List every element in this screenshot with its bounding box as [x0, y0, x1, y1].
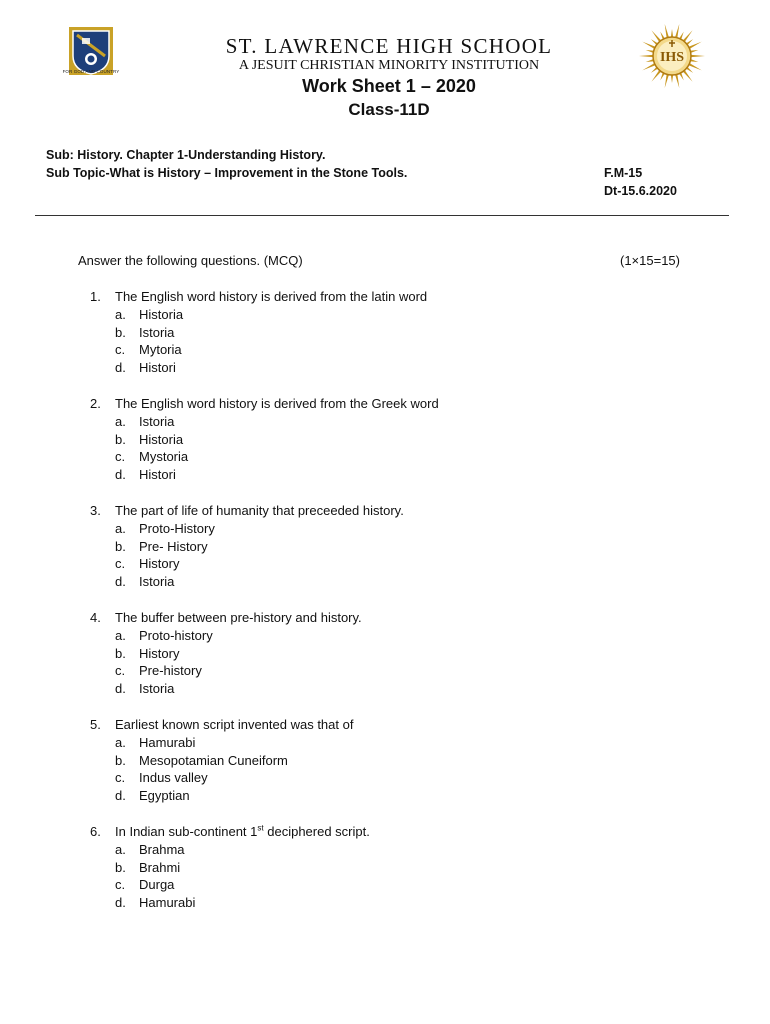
option-d — [90, 573, 404, 591]
option-label: a. — [115, 413, 126, 429]
question-text: The part of life of humanity that preceeded history. — [115, 503, 404, 518]
option-text: Hamurabi — [139, 895, 196, 911]
option-a — [90, 734, 353, 752]
option-label: a. — [115, 841, 126, 857]
option-a — [90, 627, 362, 645]
option-text: Proto-history — [139, 627, 213, 643]
question-number: 3. — [90, 503, 101, 518]
sun-ray — [675, 24, 680, 39]
question-text — [115, 823, 370, 841]
ihs-monogram: IHS — [659, 50, 685, 65]
question-number: 4. — [90, 610, 101, 625]
option-text: Egyptian — [139, 788, 190, 804]
option-d — [90, 894, 370, 912]
option-b — [90, 645, 362, 663]
option-label: c. — [115, 342, 126, 358]
option-label: b. — [115, 645, 126, 661]
question-text: The English word history is derived from the Greek word — [115, 396, 439, 411]
divider — [35, 215, 729, 216]
option-label: d. — [115, 467, 126, 483]
question-1 — [90, 288, 427, 377]
option-label: b. — [115, 431, 126, 447]
option-label: d. — [115, 788, 126, 804]
sun-ray — [665, 73, 670, 88]
option-label: a. — [115, 734, 126, 750]
option-c — [90, 876, 370, 894]
option-text: Mesopotamian Cuneiform — [139, 752, 288, 768]
option-text: Istoria — [139, 681, 175, 697]
option-text: Istoria — [139, 413, 175, 429]
option-label: c. — [115, 663, 126, 679]
option-text: Historia — [139, 431, 184, 447]
option-a — [90, 841, 370, 859]
option-b — [90, 859, 370, 877]
option-label: b. — [115, 324, 126, 340]
option-d — [90, 680, 362, 698]
option-text: History — [139, 645, 180, 661]
sun-ray — [639, 55, 654, 58]
worksheet-title: Work Sheet 1 – 2020 — [302, 76, 476, 96]
option-a — [90, 413, 439, 431]
option-label: a. — [115, 627, 126, 643]
date: Dt-15.6.2020 — [604, 184, 677, 198]
question-2 — [90, 395, 439, 484]
question-text: Earliest known script invented was that of — [115, 717, 354, 732]
option-c — [90, 662, 362, 680]
logo-motto: FOR GOD AND COUNTRY — [62, 69, 120, 74]
question-number: 2. — [90, 396, 101, 411]
marks-allocation: (1×15=15) — [620, 253, 680, 268]
option-text: Mystoria — [139, 449, 189, 465]
ihs-sunburst-icon — [638, 22, 706, 90]
option-text: Mytoria — [139, 342, 182, 358]
option-label: b. — [115, 859, 126, 875]
option-c — [90, 448, 439, 466]
option-text: Historia — [139, 306, 184, 322]
option-a — [90, 306, 427, 324]
question-text-part: In Indian sub-continent 1 — [115, 824, 258, 839]
option-label: c. — [115, 556, 126, 572]
option-d — [90, 787, 353, 805]
option-text: Hamurabi — [139, 734, 196, 750]
option-text: Histori — [139, 360, 176, 376]
option-text: Indus valley — [139, 770, 208, 786]
option-text: Brahma — [139, 841, 185, 857]
option-text: Pre-history — [139, 663, 202, 679]
question-text-part: deciphered script. — [263, 824, 370, 839]
question-number: 6. — [90, 824, 101, 839]
option-label: a. — [115, 306, 126, 322]
question-4 — [90, 609, 362, 698]
option-label: d. — [115, 895, 126, 911]
question-5 — [90, 716, 353, 805]
question-number: 1. — [90, 289, 101, 304]
option-d — [90, 466, 439, 484]
option-c — [90, 341, 427, 359]
question-3 — [90, 502, 404, 591]
option-text: Istoria — [139, 324, 175, 340]
question-6 — [90, 823, 370, 912]
option-label: d. — [115, 360, 126, 376]
question-text: The buffer between pre-history and history. — [115, 610, 362, 625]
option-text: Durga — [139, 877, 175, 893]
option-d — [90, 359, 427, 377]
option-a — [90, 520, 404, 538]
option-c — [90, 555, 404, 573]
option-label: c. — [115, 877, 126, 893]
option-b — [90, 324, 427, 342]
subtopic-line: Sub Topic-What is History – Improvement in the Stone Tools. — [46, 166, 408, 180]
subject-line: Sub: History. Chapter 1-Understanding History. — [46, 148, 326, 162]
school-subtitle: A JESUIT CHRISTIAN MINORITY INSTITUTION — [238, 58, 540, 73]
sun-ray — [690, 55, 705, 58]
option-label: b. — [115, 752, 126, 768]
option-text: Pre- History — [139, 538, 208, 554]
sun-ray — [675, 73, 680, 88]
class-title: Class-11D — [348, 100, 430, 119]
option-label: b. — [115, 538, 126, 554]
option-b — [90, 752, 353, 770]
option-b — [90, 431, 439, 449]
option-label: d. — [115, 574, 126, 590]
option-text: History — [139, 556, 180, 572]
option-text: Proto-History — [139, 520, 215, 536]
option-label: c. — [115, 449, 126, 465]
sun-ray — [665, 24, 670, 39]
instructions: Answer the following questions. (MCQ) — [78, 253, 303, 268]
question-text: The English word history is derived from the latin word — [115, 289, 428, 304]
school-name: ST. LAWRENCE HIGH SCHOOL — [225, 34, 553, 58]
option-label: a. — [115, 520, 126, 536]
option-text: Istoria — [139, 574, 175, 590]
option-label: c. — [115, 770, 126, 786]
ordinal-suffix: st — [257, 823, 264, 833]
option-text: Histori — [139, 467, 176, 483]
option-c — [90, 769, 353, 787]
full-marks: F.M-15 — [604, 166, 643, 180]
option-text: Brahmi — [139, 859, 181, 875]
option-b — [90, 538, 404, 556]
question-number: 5. — [90, 717, 101, 732]
option-label: d. — [115, 681, 126, 697]
